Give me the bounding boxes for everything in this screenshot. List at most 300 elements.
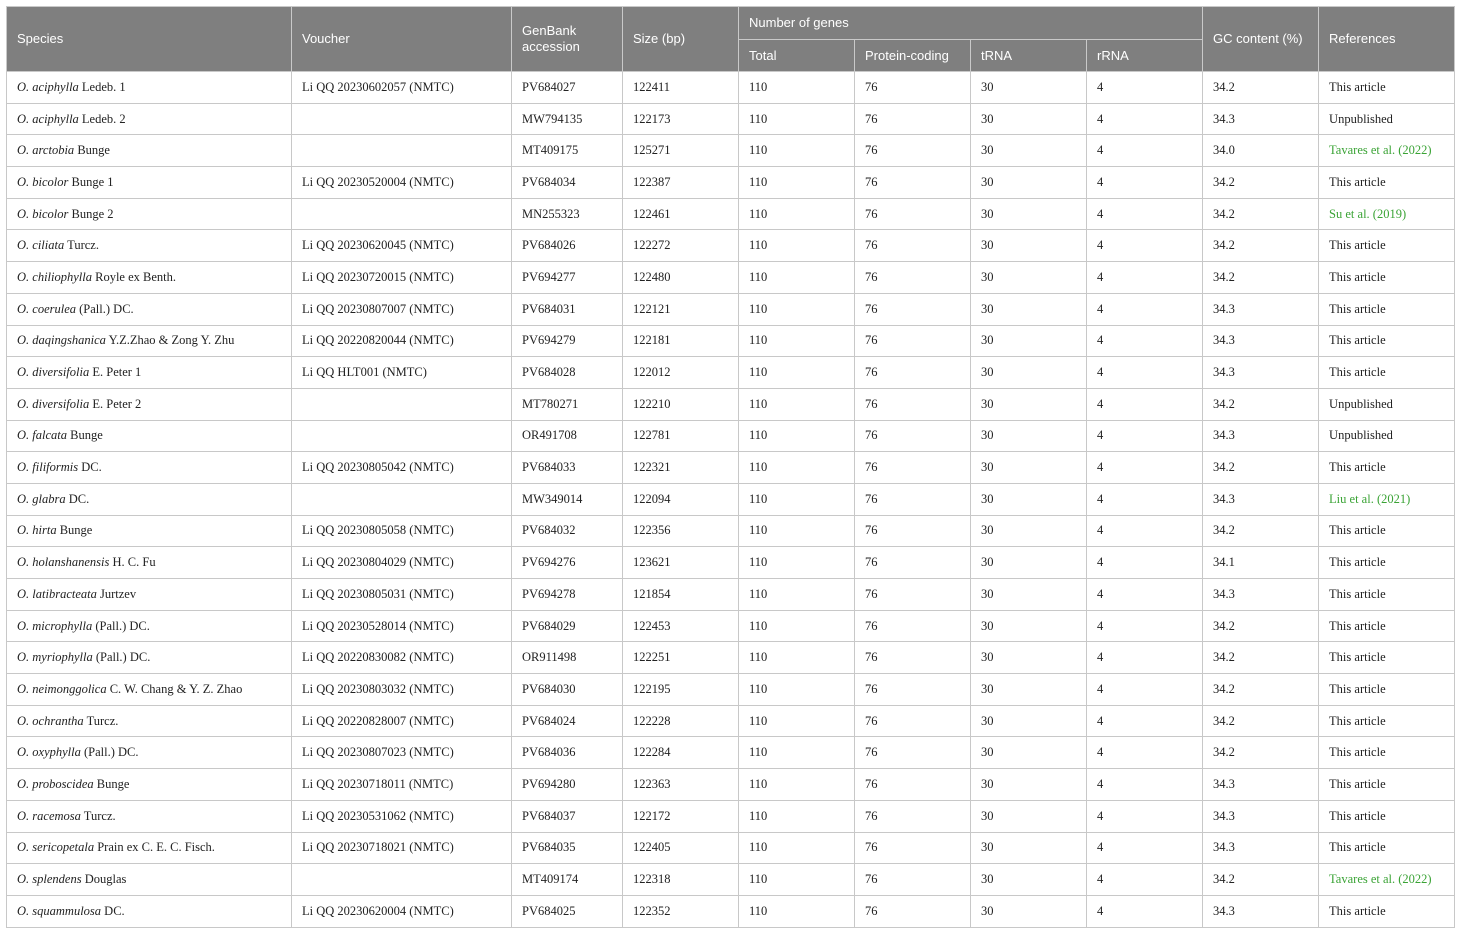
table-row bbox=[7, 325, 1455, 357]
cell-total-genes: 110 bbox=[739, 452, 855, 484]
cell-rrna: 4 bbox=[1087, 135, 1203, 167]
table-container bbox=[6, 6, 1454, 928]
cell-total-genes: 110 bbox=[739, 895, 855, 927]
table-row bbox=[7, 547, 1455, 579]
table-row bbox=[7, 705, 1455, 737]
table-row bbox=[7, 452, 1455, 484]
cell-gc-content: 34.3 bbox=[1203, 895, 1319, 927]
species-epithet: racemosa bbox=[32, 808, 81, 823]
cell-voucher bbox=[292, 198, 512, 230]
table-row bbox=[7, 769, 1455, 801]
cell-reference: This article bbox=[1319, 293, 1455, 325]
cell-species bbox=[7, 452, 292, 484]
species-author: Turcz. bbox=[83, 808, 116, 823]
cell-voucher: Li QQ 20230804029 (NMTC) bbox=[292, 547, 512, 579]
cell-gc-content: 34.3 bbox=[1203, 357, 1319, 389]
cell-voucher: Li QQ 20230803032 (NMTC) bbox=[292, 674, 512, 706]
cell-voucher: Li QQ 20230620045 (NMTC) bbox=[292, 230, 512, 262]
cell-species bbox=[7, 103, 292, 135]
species-author: Royle ex Benth. bbox=[95, 269, 177, 284]
cell-rrna: 4 bbox=[1087, 769, 1203, 801]
cell-voucher: Li QQ 20230718021 (NMTC) bbox=[292, 832, 512, 864]
cell-rrna: 4 bbox=[1087, 674, 1203, 706]
header-size: Size (bp) bbox=[623, 7, 739, 72]
cell-trna: 30 bbox=[971, 72, 1087, 104]
cell-genbank-accession: PV694277 bbox=[512, 262, 623, 294]
cell-rrna: 4 bbox=[1087, 483, 1203, 515]
cell-reference: This article bbox=[1319, 705, 1455, 737]
cell-size: 122387 bbox=[623, 167, 739, 199]
cell-trna: 30 bbox=[971, 167, 1087, 199]
species-epithet: bicolor bbox=[32, 174, 69, 189]
cell-reference: This article bbox=[1319, 167, 1455, 199]
cell-size: 122251 bbox=[623, 642, 739, 674]
cell-total-genes: 110 bbox=[739, 737, 855, 769]
cell-rrna: 4 bbox=[1087, 167, 1203, 199]
cell-trna: 30 bbox=[971, 769, 1087, 801]
cell-reference[interactable]: Tavares et al. (2022) bbox=[1319, 864, 1455, 896]
species-genus: O. bbox=[17, 586, 30, 601]
species-genus: O. bbox=[17, 840, 30, 855]
cell-protein-coding: 76 bbox=[855, 135, 971, 167]
table-body bbox=[7, 72, 1455, 928]
cell-total-genes: 110 bbox=[739, 388, 855, 420]
species-epithet: aciphylla bbox=[32, 79, 79, 94]
cell-size: 122284 bbox=[623, 737, 739, 769]
cell-rrna: 4 bbox=[1087, 547, 1203, 579]
species-genus: O. bbox=[17, 903, 30, 918]
cell-protein-coding: 76 bbox=[855, 674, 971, 706]
species-author: Bunge 2 bbox=[71, 206, 114, 221]
cell-total-genes: 110 bbox=[739, 72, 855, 104]
cell-reference: Unpublished bbox=[1319, 388, 1455, 420]
cell-genbank-accession: PV684025 bbox=[512, 895, 623, 927]
cell-size: 122352 bbox=[623, 895, 739, 927]
cell-trna: 30 bbox=[971, 325, 1087, 357]
cell-rrna: 4 bbox=[1087, 103, 1203, 135]
cell-size: 121854 bbox=[623, 579, 739, 611]
cell-trna: 30 bbox=[971, 832, 1087, 864]
cell-size: 122405 bbox=[623, 832, 739, 864]
cell-genbank-accession: MN255323 bbox=[512, 198, 623, 230]
cell-trna: 30 bbox=[971, 135, 1087, 167]
cell-size: 122356 bbox=[623, 515, 739, 547]
cell-reference: This article bbox=[1319, 262, 1455, 294]
cell-reference: Unpublished bbox=[1319, 420, 1455, 452]
cell-total-genes: 110 bbox=[739, 420, 855, 452]
cell-species bbox=[7, 769, 292, 801]
cell-protein-coding: 76 bbox=[855, 357, 971, 389]
species-author: C. W. Chang & Y. Z. Zhao bbox=[109, 681, 243, 696]
cell-reference: This article bbox=[1319, 452, 1455, 484]
cell-species bbox=[7, 515, 292, 547]
species-author: (Pall.) DC. bbox=[95, 650, 151, 665]
cell-voucher: Li QQ 20230602057 (NMTC) bbox=[292, 72, 512, 104]
species-epithet: hirta bbox=[32, 523, 57, 538]
cell-genbank-accession: OR491708 bbox=[512, 420, 623, 452]
cell-rrna: 4 bbox=[1087, 610, 1203, 642]
cell-total-genes: 110 bbox=[739, 515, 855, 547]
cell-gc-content: 34.2 bbox=[1203, 515, 1319, 547]
cell-genbank-accession: PV684030 bbox=[512, 674, 623, 706]
header-gc: GC content (%) bbox=[1203, 7, 1319, 72]
cell-total-genes: 110 bbox=[739, 547, 855, 579]
cell-voucher: Li QQ 20220820044 (NMTC) bbox=[292, 325, 512, 357]
cell-species bbox=[7, 483, 292, 515]
cell-trna: 30 bbox=[971, 642, 1087, 674]
cell-voucher: Li QQ 20230805031 (NMTC) bbox=[292, 579, 512, 611]
species-genus: O. bbox=[17, 523, 30, 538]
cell-species bbox=[7, 167, 292, 199]
cell-gc-content: 34.2 bbox=[1203, 705, 1319, 737]
cell-reference[interactable]: Liu et al. (2021) bbox=[1319, 483, 1455, 515]
species-genus: O. bbox=[17, 269, 30, 284]
species-epithet: microphylla bbox=[32, 618, 93, 633]
cell-protein-coding: 76 bbox=[855, 293, 971, 325]
table-row bbox=[7, 895, 1455, 927]
cell-protein-coding: 76 bbox=[855, 420, 971, 452]
cell-rrna: 4 bbox=[1087, 452, 1203, 484]
cell-genbank-accession: PV694278 bbox=[512, 579, 623, 611]
cell-reference: This article bbox=[1319, 800, 1455, 832]
cell-size: 125271 bbox=[623, 135, 739, 167]
table-row bbox=[7, 135, 1455, 167]
species-epithet: splendens bbox=[32, 872, 82, 887]
species-epithet: myriophylla bbox=[32, 650, 93, 665]
species-epithet: latibracteata bbox=[32, 586, 97, 601]
cell-protein-coding: 76 bbox=[855, 198, 971, 230]
cell-genbank-accession: PV684036 bbox=[512, 737, 623, 769]
cell-protein-coding: 76 bbox=[855, 325, 971, 357]
cell-size: 122318 bbox=[623, 864, 739, 896]
species-epithet: ciliata bbox=[32, 238, 65, 253]
species-genus: O. bbox=[17, 428, 30, 443]
cell-gc-content: 34.3 bbox=[1203, 832, 1319, 864]
species-author: DC. bbox=[104, 903, 125, 918]
cell-total-genes: 110 bbox=[739, 800, 855, 832]
cell-gc-content: 34.3 bbox=[1203, 325, 1319, 357]
species-genus: O. bbox=[17, 79, 30, 94]
cell-gc-content: 34.2 bbox=[1203, 864, 1319, 896]
species-author: Y.Z.Zhao & Zong Y. Zhu bbox=[108, 333, 235, 348]
cell-protein-coding: 76 bbox=[855, 230, 971, 262]
species-author: Bunge bbox=[70, 428, 103, 443]
table-row bbox=[7, 864, 1455, 896]
species-author: (Pall.) DC. bbox=[95, 618, 150, 633]
cell-species bbox=[7, 72, 292, 104]
species-epithet: glabra bbox=[32, 491, 66, 506]
cell-genbank-accession: MT409175 bbox=[512, 135, 623, 167]
species-epithet: neimonggolica bbox=[32, 681, 107, 696]
cell-rrna: 4 bbox=[1087, 325, 1203, 357]
species-epithet: chiliophylla bbox=[32, 269, 92, 284]
cell-species bbox=[7, 420, 292, 452]
cell-protein-coding: 76 bbox=[855, 800, 971, 832]
cell-trna: 30 bbox=[971, 737, 1087, 769]
cell-total-genes: 110 bbox=[739, 262, 855, 294]
table-row bbox=[7, 103, 1455, 135]
cell-gc-content: 34.2 bbox=[1203, 72, 1319, 104]
species-author: Turcz. bbox=[67, 238, 99, 253]
cell-size: 122181 bbox=[623, 325, 739, 357]
cell-protein-coding: 76 bbox=[855, 705, 971, 737]
table-row bbox=[7, 515, 1455, 547]
species-author: E. Peter 2 bbox=[92, 396, 142, 411]
cell-total-genes: 110 bbox=[739, 135, 855, 167]
cell-protein-coding: 76 bbox=[855, 72, 971, 104]
species-genus: O. bbox=[17, 555, 30, 570]
table-row bbox=[7, 357, 1455, 389]
cell-total-genes: 110 bbox=[739, 769, 855, 801]
species-genus: O. bbox=[17, 238, 30, 253]
cell-genbank-accession: PV684028 bbox=[512, 357, 623, 389]
cell-trna: 30 bbox=[971, 705, 1087, 737]
cell-genbank-accession: PV684026 bbox=[512, 230, 623, 262]
cell-voucher: Li QQ 20230807023 (NMTC) bbox=[292, 737, 512, 769]
cell-voucher bbox=[292, 103, 512, 135]
species-genus: O. bbox=[17, 111, 30, 126]
cell-gc-content: 34.2 bbox=[1203, 167, 1319, 199]
cell-rrna: 4 bbox=[1087, 72, 1203, 104]
cell-size: 122210 bbox=[623, 388, 739, 420]
cell-reference: This article bbox=[1319, 610, 1455, 642]
cell-size: 123621 bbox=[623, 547, 739, 579]
cell-size: 122094 bbox=[623, 483, 739, 515]
header-trna: tRNA bbox=[971, 40, 1087, 72]
cell-rrna: 4 bbox=[1087, 832, 1203, 864]
cell-reference: This article bbox=[1319, 769, 1455, 801]
cell-genbank-accession: PV694280 bbox=[512, 769, 623, 801]
species-author: Turcz. bbox=[86, 713, 119, 728]
cell-species bbox=[7, 705, 292, 737]
cell-rrna: 4 bbox=[1087, 515, 1203, 547]
cell-size: 122272 bbox=[623, 230, 739, 262]
cell-species bbox=[7, 262, 292, 294]
cell-size: 122781 bbox=[623, 420, 739, 452]
cell-trna: 30 bbox=[971, 452, 1087, 484]
species-genus: O. bbox=[17, 174, 30, 189]
cell-protein-coding: 76 bbox=[855, 262, 971, 294]
cell-voucher: Li QQ 20230718011 (NMTC) bbox=[292, 769, 512, 801]
table-row bbox=[7, 483, 1455, 515]
species-epithet: coerulea bbox=[32, 301, 77, 316]
cell-trna: 30 bbox=[971, 388, 1087, 420]
species-genus: O. bbox=[17, 206, 30, 221]
cell-genbank-accession: MT780271 bbox=[512, 388, 623, 420]
cell-rrna: 4 bbox=[1087, 800, 1203, 832]
cell-genbank-accession: PV694276 bbox=[512, 547, 623, 579]
table-row bbox=[7, 230, 1455, 262]
species-genus: O. bbox=[17, 713, 30, 728]
cell-gc-content: 34.2 bbox=[1203, 262, 1319, 294]
cell-reference: Unpublished bbox=[1319, 103, 1455, 135]
cell-gc-content: 34.2 bbox=[1203, 737, 1319, 769]
cell-rrna: 4 bbox=[1087, 198, 1203, 230]
cell-species bbox=[7, 388, 292, 420]
cell-trna: 30 bbox=[971, 262, 1087, 294]
table-row bbox=[7, 167, 1455, 199]
species-genus: O. bbox=[17, 808, 30, 823]
species-author: E. Peter 1 bbox=[92, 365, 142, 380]
species-epithet: daqingshanica bbox=[32, 333, 106, 348]
cell-genbank-accession: PV684027 bbox=[512, 72, 623, 104]
cell-gc-content: 34.3 bbox=[1203, 293, 1319, 325]
cell-species bbox=[7, 547, 292, 579]
cell-total-genes: 110 bbox=[739, 293, 855, 325]
species-epithet: diversifolia bbox=[32, 365, 90, 380]
cell-voucher: Li QQ 20230805042 (NMTC) bbox=[292, 452, 512, 484]
species-author: Prain ex C. E. C. Fisch. bbox=[97, 840, 215, 855]
cell-trna: 30 bbox=[971, 674, 1087, 706]
cell-reference: This article bbox=[1319, 642, 1455, 674]
species-epithet: proboscidea bbox=[32, 776, 94, 791]
cell-genbank-accession: PV694279 bbox=[512, 325, 623, 357]
species-author: Bunge bbox=[96, 776, 130, 791]
cell-gc-content: 34.3 bbox=[1203, 483, 1319, 515]
species-genus: O. bbox=[17, 143, 30, 158]
cell-trna: 30 bbox=[971, 103, 1087, 135]
cell-reference: This article bbox=[1319, 674, 1455, 706]
cell-reference: This article bbox=[1319, 72, 1455, 104]
cell-gc-content: 34.3 bbox=[1203, 579, 1319, 611]
cell-reference: This article bbox=[1319, 357, 1455, 389]
cell-reference: This article bbox=[1319, 547, 1455, 579]
species-epithet: diversifolia bbox=[32, 396, 90, 411]
cell-gc-content: 34.2 bbox=[1203, 452, 1319, 484]
cell-gc-content: 34.2 bbox=[1203, 674, 1319, 706]
cell-species bbox=[7, 864, 292, 896]
cell-species bbox=[7, 230, 292, 262]
table-row bbox=[7, 579, 1455, 611]
cell-gc-content: 34.2 bbox=[1203, 642, 1319, 674]
cell-reference[interactable]: Su et al. (2019) bbox=[1319, 198, 1455, 230]
cell-species bbox=[7, 642, 292, 674]
species-author: Bunge bbox=[77, 143, 110, 158]
cell-trna: 30 bbox=[971, 610, 1087, 642]
species-epithet: aciphylla bbox=[32, 111, 79, 126]
cell-size: 122195 bbox=[623, 674, 739, 706]
species-epithet: filiformis bbox=[32, 460, 79, 475]
cell-reference: This article bbox=[1319, 579, 1455, 611]
species-author: H. C. Fu bbox=[112, 555, 156, 570]
cell-protein-coding: 76 bbox=[855, 864, 971, 896]
cell-species bbox=[7, 135, 292, 167]
cell-protein-coding: 76 bbox=[855, 610, 971, 642]
table-row bbox=[7, 610, 1455, 642]
cell-size: 122461 bbox=[623, 198, 739, 230]
cell-rrna: 4 bbox=[1087, 864, 1203, 896]
cell-gc-content: 34.3 bbox=[1203, 103, 1319, 135]
cell-genbank-accession: PV684033 bbox=[512, 452, 623, 484]
species-genus: O. bbox=[17, 460, 30, 475]
species-genus: O. bbox=[17, 618, 30, 633]
cell-protein-coding: 76 bbox=[855, 515, 971, 547]
species-epithet: sericopetala bbox=[32, 840, 95, 855]
cell-gc-content: 34.0 bbox=[1203, 135, 1319, 167]
cell-rrna: 4 bbox=[1087, 737, 1203, 769]
cell-protein-coding: 76 bbox=[855, 737, 971, 769]
species-epithet: holanshanensis bbox=[32, 555, 110, 570]
cell-gc-content: 34.2 bbox=[1203, 610, 1319, 642]
cell-voucher: Li QQ 20230807007 (NMTC) bbox=[292, 293, 512, 325]
cell-size: 122411 bbox=[623, 72, 739, 104]
cell-rrna: 4 bbox=[1087, 420, 1203, 452]
cell-total-genes: 110 bbox=[739, 674, 855, 706]
cell-voucher: Li QQ 20220830082 (NMTC) bbox=[292, 642, 512, 674]
cell-voucher: Li QQ 20220828007 (NMTC) bbox=[292, 705, 512, 737]
table-row bbox=[7, 72, 1455, 104]
species-author: Ledeb. 1 bbox=[81, 79, 126, 94]
species-genus: O. bbox=[17, 872, 30, 887]
header-voucher: Voucher bbox=[292, 7, 512, 72]
cell-reference: This article bbox=[1319, 832, 1455, 864]
header-rrna: rRNA bbox=[1087, 40, 1203, 72]
cell-genbank-accession: PV684035 bbox=[512, 832, 623, 864]
cell-trna: 30 bbox=[971, 864, 1087, 896]
cell-protein-coding: 76 bbox=[855, 103, 971, 135]
header-genbank: GenBank accession bbox=[512, 7, 623, 72]
cell-voucher bbox=[292, 135, 512, 167]
cell-rrna: 4 bbox=[1087, 579, 1203, 611]
cell-reference[interactable]: Tavares et al. (2022) bbox=[1319, 135, 1455, 167]
table-row bbox=[7, 737, 1455, 769]
cell-gc-content: 34.2 bbox=[1203, 388, 1319, 420]
species-genus: O. bbox=[17, 491, 30, 506]
species-genus: O. bbox=[17, 365, 30, 380]
cell-rrna: 4 bbox=[1087, 357, 1203, 389]
species-author: DC. bbox=[81, 460, 102, 475]
species-epithet: arctobia bbox=[32, 143, 75, 158]
cell-gc-content: 34.2 bbox=[1203, 230, 1319, 262]
species-epithet: ochrantha bbox=[32, 713, 84, 728]
cell-rrna: 4 bbox=[1087, 293, 1203, 325]
cell-voucher: Li QQ HLT001 (NMTC) bbox=[292, 357, 512, 389]
cell-gc-content: 34.2 bbox=[1203, 198, 1319, 230]
cell-trna: 30 bbox=[971, 198, 1087, 230]
species-genus: O. bbox=[17, 681, 30, 696]
cell-gc-content: 34.3 bbox=[1203, 420, 1319, 452]
species-author: Ledeb. 2 bbox=[81, 111, 126, 126]
species-genus: O. bbox=[17, 776, 30, 791]
cell-total-genes: 110 bbox=[739, 832, 855, 864]
cell-size: 122173 bbox=[623, 103, 739, 135]
table-row bbox=[7, 198, 1455, 230]
table-row bbox=[7, 642, 1455, 674]
cell-species bbox=[7, 800, 292, 832]
species-epithet: squammulosa bbox=[32, 903, 102, 918]
cell-species bbox=[7, 579, 292, 611]
cell-trna: 30 bbox=[971, 357, 1087, 389]
cell-protein-coding: 76 bbox=[855, 483, 971, 515]
cell-voucher: Li QQ 20230620004 (NMTC) bbox=[292, 895, 512, 927]
cell-protein-coding: 76 bbox=[855, 167, 971, 199]
cell-voucher: Li QQ 20230528014 (NMTC) bbox=[292, 610, 512, 642]
cell-rrna: 4 bbox=[1087, 262, 1203, 294]
cell-total-genes: 110 bbox=[739, 103, 855, 135]
species-author: (Pall.) DC. bbox=[84, 745, 139, 760]
cell-genbank-accession: OR911498 bbox=[512, 642, 623, 674]
species-author: Bunge bbox=[59, 523, 93, 538]
species-author: Jurtzev bbox=[99, 586, 137, 601]
cell-genbank-accession: MW349014 bbox=[512, 483, 623, 515]
species-genus: O. bbox=[17, 396, 30, 411]
cell-voucher bbox=[292, 483, 512, 515]
cell-reference: This article bbox=[1319, 230, 1455, 262]
species-genus: O. bbox=[17, 745, 30, 760]
cell-species bbox=[7, 895, 292, 927]
cell-rrna: 4 bbox=[1087, 230, 1203, 262]
cell-total-genes: 110 bbox=[739, 230, 855, 262]
